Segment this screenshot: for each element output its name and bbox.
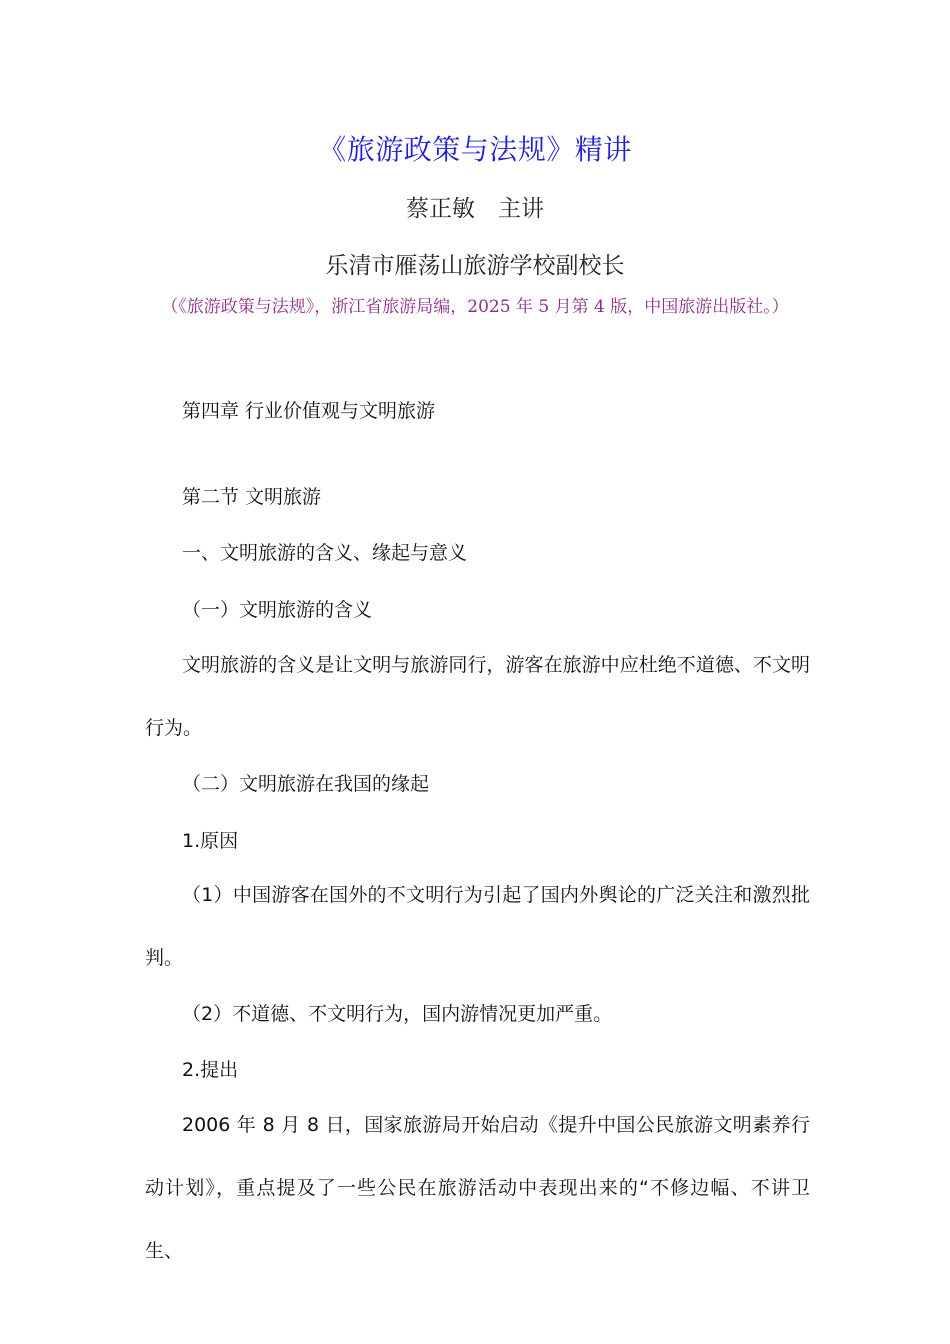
list-item-reason: 1.原因 [182, 830, 239, 852]
affiliation-line: 乐清市雁荡山旅游学校副校长 [325, 253, 625, 279]
chapter-heading: 第四章 行业价值观与文明旅游 [182, 400, 436, 422]
lecturer-line: 蔡正敏 主讲 [406, 196, 544, 222]
paragraph-propose: 2006 年 8 月 8 日，国家旅游局开始启动《提升中国公民旅游文明素养行动计划》，重点提及了一些公民在旅游活动中表现出来的“不修边幅、不讲卫生、 [145, 1114, 810, 1262]
paragraph-meaning: 文明旅游的含义是让文明与旅游同行，游客在旅游中应杜绝不道德、不文明行为。 [145, 654, 810, 739]
heading-level-1: 一、文明旅游的含义、缘起与意义 [182, 542, 468, 564]
subheading-meaning: （一）文明旅游的含义 [182, 599, 373, 621]
section-heading: 第二节 文明旅游 [182, 486, 322, 508]
subheading-origin: （二）文明旅游在我国的缘起 [182, 773, 430, 795]
list-item-propose: 2.提出 [182, 1059, 239, 1081]
paragraph-reason-2: （2）不道德、不文明行为，国内游情况更加严重。 [182, 1003, 613, 1025]
source-note: （《旅游政策与法规》，浙江省旅游局编，2025 年 5 月第 4 版，中国旅游出版社。） [161, 297, 789, 317]
paragraph-reason-1: （1）中国游客在国外的不文明行为引起了国内外舆论的广泛关注和激烈批判。 [145, 884, 810, 969]
document-title: 《旅游政策与法规》精讲 [318, 133, 632, 166]
